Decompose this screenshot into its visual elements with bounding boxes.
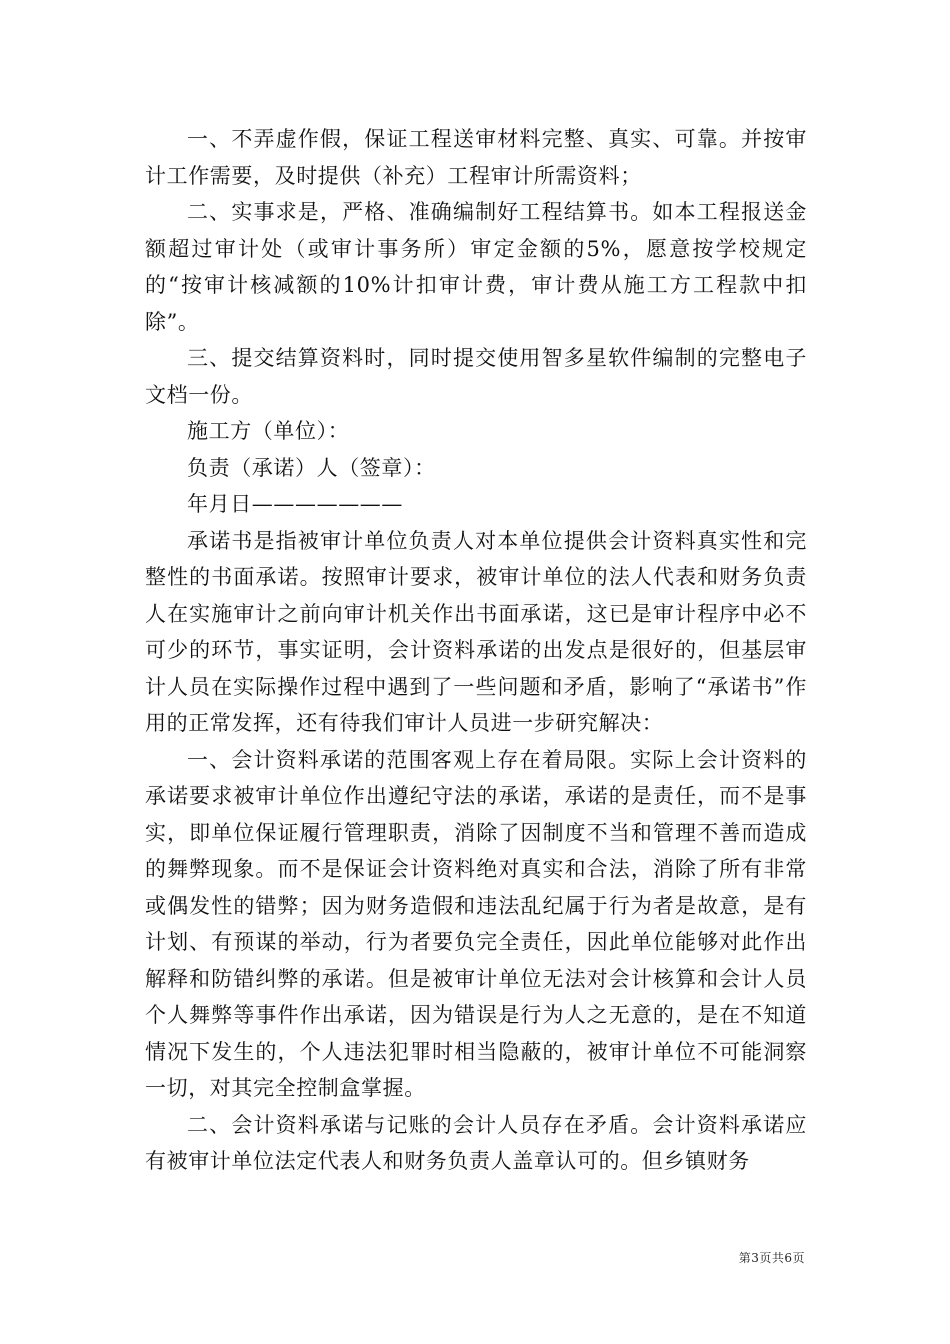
signature-unit-line: 施工方（单位）： (187, 419, 350, 443)
page-number-footer: 第3页共6页 (738, 1251, 805, 1265)
document-body (145, 121, 807, 1180)
paragraph-issue-1: 一、会计资料承诺的范围客观上存在着局限。实际上会计资料的承诺要求被审计单位作出遵纪守法的承诺，承诺的是责任，而不是事实，即单位保证履行管理职责，消除了因制度不当和管理不善而造成的舞弊现象。而不是保证会计资料绝对真实和合法，消除了所有非常或偶发性的错弊；因为财务造假和违法乱纪属于行为者是故意，是有计划、有预谋的举动，行为者要负完全责任，因此单位能够对此作出解释和防错纠弊的承诺。但是被审计单位无法对会计核算和会计人员个人舞弊等事件作出承诺，因为错误是行为人之无意的，是在不知道情况下发生的，个人违法犯罪时相当隐蔽的，被审计单位不可能洞察一切，对其完全控制盒掌握。 (145, 747, 807, 1100)
paragraph-commitment-1: 一、不弄虚作假，保证工程送审材料完整、真实、可靠。并按审计工作需要，及时提供（补充）工程审计所需资料； (145, 127, 807, 188)
signature-date-line: 年月日——————— (187, 492, 403, 516)
paragraph-issue-2: 二、会计资料承诺与记账的会计人员存在矛盾。会计资料承诺应有被审计单位法定代表人和财务负责人盖章认可的。但乡镇财务 (145, 1112, 807, 1173)
paragraph-commitment-3: 三、提交结算资料时，同时提交使用智多星软件编制的完整电子文档一份。 (145, 346, 807, 407)
paragraph-commitment-2: 二、实事求是，严格、准确编制好工程结算书。如本工程报送金额超过审计处（或审计事务所）审定金额的5%，愿意按学校规定的“按审计核减额的10%计扣审计费，审计费从施工方工程款中扣除”。 (145, 200, 807, 334)
signature-person-line: 负责（承诺）人（签章）： (187, 455, 436, 480)
paragraph-intro: 承诺书是指被审计单位负责人对本单位提供会计资料真实性和完整性的书面承诺。按照审计要求，被审计单位的法人代表和财务负责人在实施审计之前向审计机关作出书面承诺，这已是审计程序中必不可少的环节，事实证明，会计资料承诺的出发点是很好的，但基层审计人员在实际操作过程中遇到了一些问题和矛盾，影响了“承诺书”作用的正常发挥，还有待我们审计人员进一步研究解决： (145, 528, 807, 735)
